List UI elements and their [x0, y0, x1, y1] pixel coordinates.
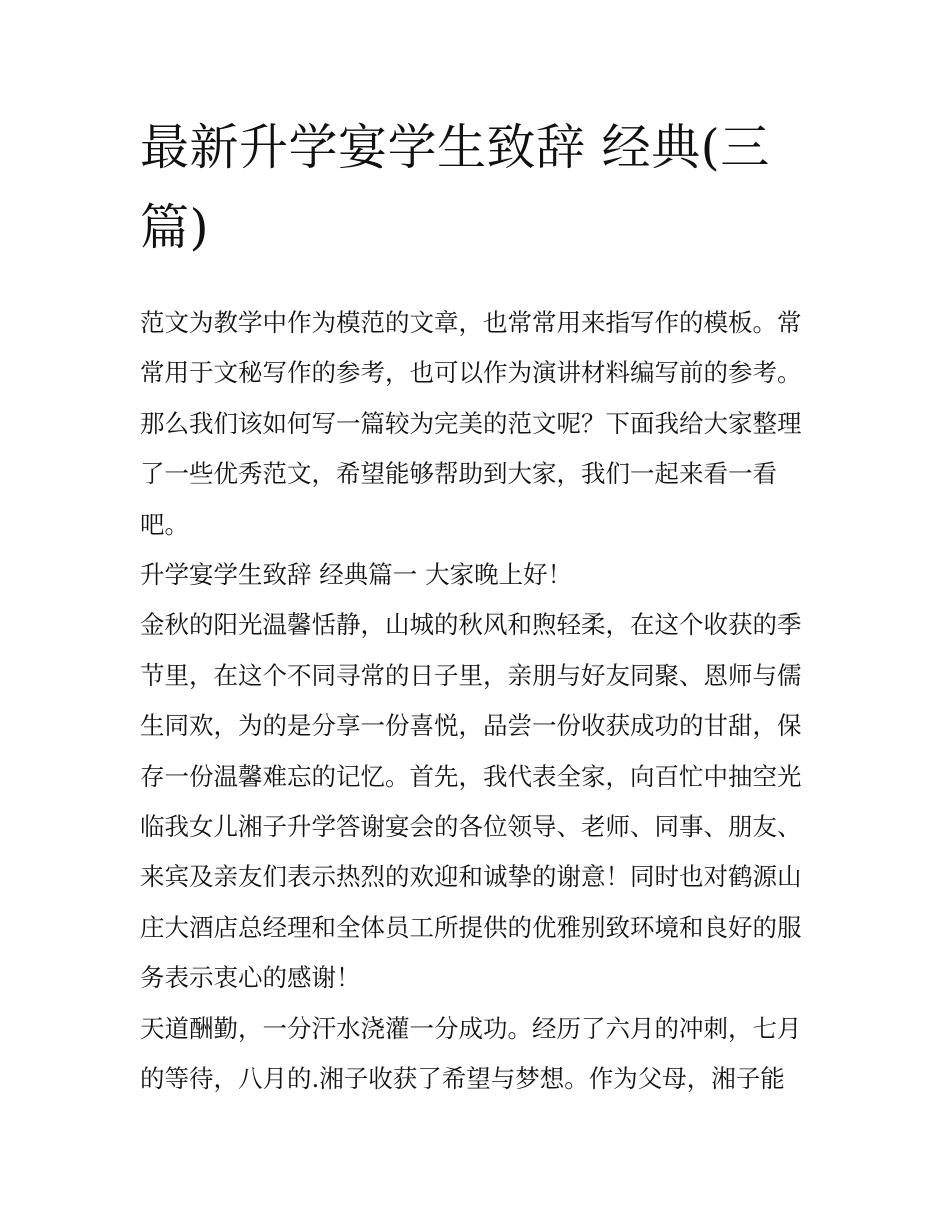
- closing-paragraph: 天道酬勤，一分汗水浇灌一分成功。经历了六月的冲刺，七月的等待，八月的.湘子收获了希望与梦想。作为父母，湘子能: [140, 1013, 802, 1094]
- intro-paragraph: 范文为教学中作为模范的文章，也常常用来指写作的模板。常常用于文秘写作的参考，也可以作为演讲材料编写前的参考。那么我们该如何写一篇较为完美的范文呢？下面我给大家整理了一些优秀范文，希望能够帮助到大家，我们一起来看一看吧。: [140, 308, 802, 539]
- speech-paragraph: 金秋的阳光温馨恬静，山城的秋风和煦轻柔，在这个收获的季节里，在这个不同寻常的日子里，亲朋与好友同聚、恩师与儒生同欢，为的是分享一份喜悦，品尝一份收获成功的甘甜，保存一份温馨难忘的记忆。首先，我代表全家，向百忙中抽空光临我女儿湘子升学答谢宴会的各位领导、老师、同事、朋友、来宾及亲友们表示热烈的欢迎和诚挚的谢意！同时也对鹤源山庄大酒店总经理和全体员工所提供的优雅别致环境和良好的服务表示衷心的感谢！: [140, 610, 802, 993]
- document-content: [140, 108, 816, 1105]
- section-heading-paragraph: 升学宴学生致辞 经典篇一 大家晚上好！: [140, 560, 573, 590]
- document-title: 最新升学宴学生致辞 经典(三篇): [140, 119, 770, 256]
- document-body: [140, 298, 816, 1105]
